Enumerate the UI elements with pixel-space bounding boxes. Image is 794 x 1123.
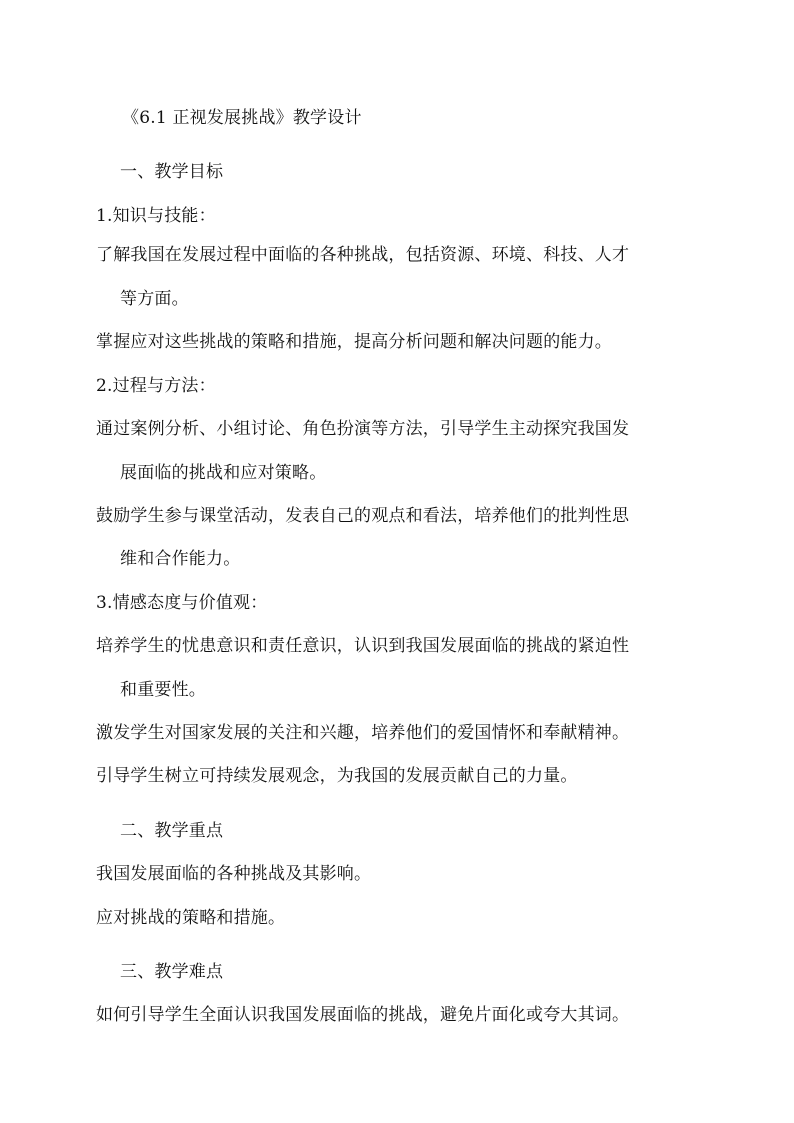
subheading-process-methods: 2.过程与方法：	[96, 376, 216, 396]
paragraph-line: 了解我国在发展过程中面临的各种挑战，包括资源、环境、科技、人才	[96, 245, 630, 265]
section-heading-key-points: 二、教学重点	[120, 821, 224, 841]
paragraph-line-continued: 和重要性。	[120, 680, 206, 700]
section-heading-objectives: 一、教学目标	[120, 162, 224, 182]
subheading-knowledge-skills: 1.知识与技能：	[96, 206, 216, 226]
paragraph-line: 引导学生树立可持续发展观念，为我国的发展贡献自己的力量。	[96, 766, 578, 786]
paragraph-line: 如何引导学生全面认识我国发展面临的挑战，避免片面化或夸大其词。	[96, 1005, 630, 1025]
paragraph-line: 鼓励学生参与课堂活动，发表自己的观点和看法，培养他们的批判性思	[96, 506, 630, 526]
paragraph-line: 激发学生对国家发展的关注和兴趣，培养他们的爱国情怀和奉献精神。	[96, 723, 630, 743]
paragraph-line: 培养学生的忧患意识和责任意识，认识到我国发展面临的挑战的紧迫性	[96, 636, 630, 656]
paragraph-line: 通过案例分析、小组讨论、角色扮演等方法，引导学生主动探究我国发	[96, 419, 630, 439]
paragraph-line: 掌握应对这些挑战的策略和措施，提高分析问题和解决问题的能力。	[96, 332, 612, 352]
paragraph-line: 应对挑战的策略和措施。	[96, 908, 286, 928]
paragraph-line: 我国发展面临的各种挑战及其影响。	[96, 864, 372, 884]
subheading-attitude-values: 3.情感态度与价值观：	[96, 593, 268, 613]
paragraph-line-continued: 等方面。	[120, 289, 189, 309]
section-heading-difficulties: 三、教学难点	[120, 962, 224, 982]
document-title: 《6.1 正视发展挑战》教学设计	[122, 108, 362, 128]
paragraph-line-continued: 展面临的挑战和应对策略。	[120, 463, 327, 483]
paragraph-line-continued: 维和合作能力。	[120, 549, 241, 569]
